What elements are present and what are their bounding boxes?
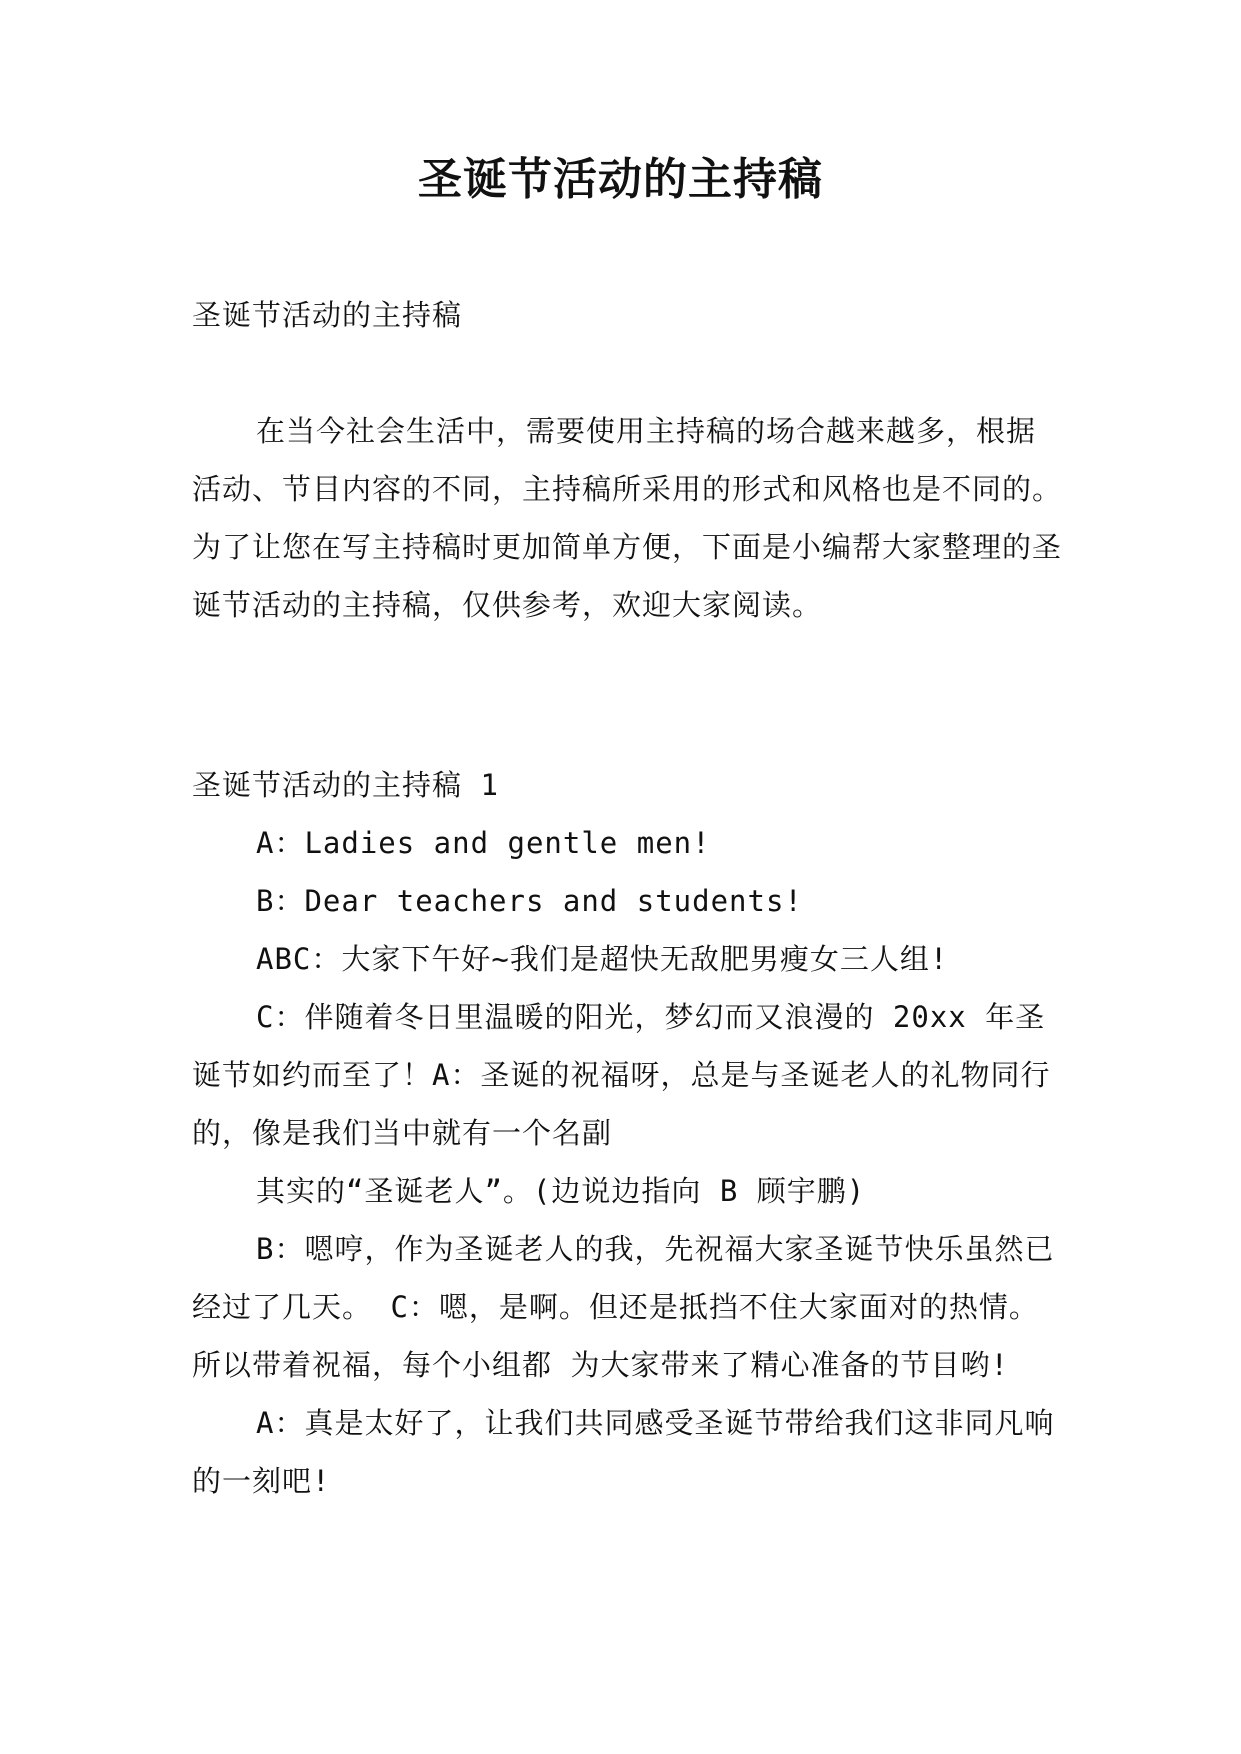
intro-paragraph-block <box>192 402 1062 634</box>
dialogue-line: B：嗯哼，作为圣诞老人的我，先祝福大家圣诞节快乐虽然已经过了几天。 C：嗯，是啊。但还是抵挡不住大家面对的热情。所以带着祝福，每个小组都 为大家带来了精心准备的节目哟! <box>192 1232 1055 1382</box>
dialogue-line: C：伴随着冬日里温暖的阳光，梦幻而又浪漫的 20xx 年圣诞节如约而至了！A：圣诞的祝福呀，总是与圣诞老人的礼物同行的，像是我们当中就有一个名副 <box>192 1000 1051 1150</box>
intro-paragraph: 在当今社会生活中，需要使用主持稿的场合越来越多，根据活动、节目内容的不同，主持稿所采用的形式和风格也是不同的。为了让您在写主持稿时更加简单方便，下面是小编帮大家整理的圣诞节活动的主持稿，仅供参考，欢迎大家阅读。 <box>192 414 1063 622</box>
dialogue-line: A：Ladies and gentle men! <box>256 826 711 860</box>
section-title: 圣诞节活动的主持稿 1 <box>192 768 499 802</box>
dialogue-line: B：Dear teachers and students! <box>256 884 803 918</box>
dialogue-section <box>192 814 1062 1510</box>
document-subtitle: 圣诞节活动的主持稿 <box>192 298 463 332</box>
document-title: 圣诞节活动的主持稿 <box>418 154 823 205</box>
dialogue-line: ABC：大家下午好~我们是超快无敌肥男瘦女三人组! <box>256 942 949 976</box>
dialogue-line: A：真是太好了，让我们共同感受圣诞节带给我们这非同凡响的一刻吧! <box>192 1406 1055 1498</box>
dialogue-line: 其实的“圣诞老人”。(边说边指向 B 顾宇鹏) <box>256 1174 866 1208</box>
